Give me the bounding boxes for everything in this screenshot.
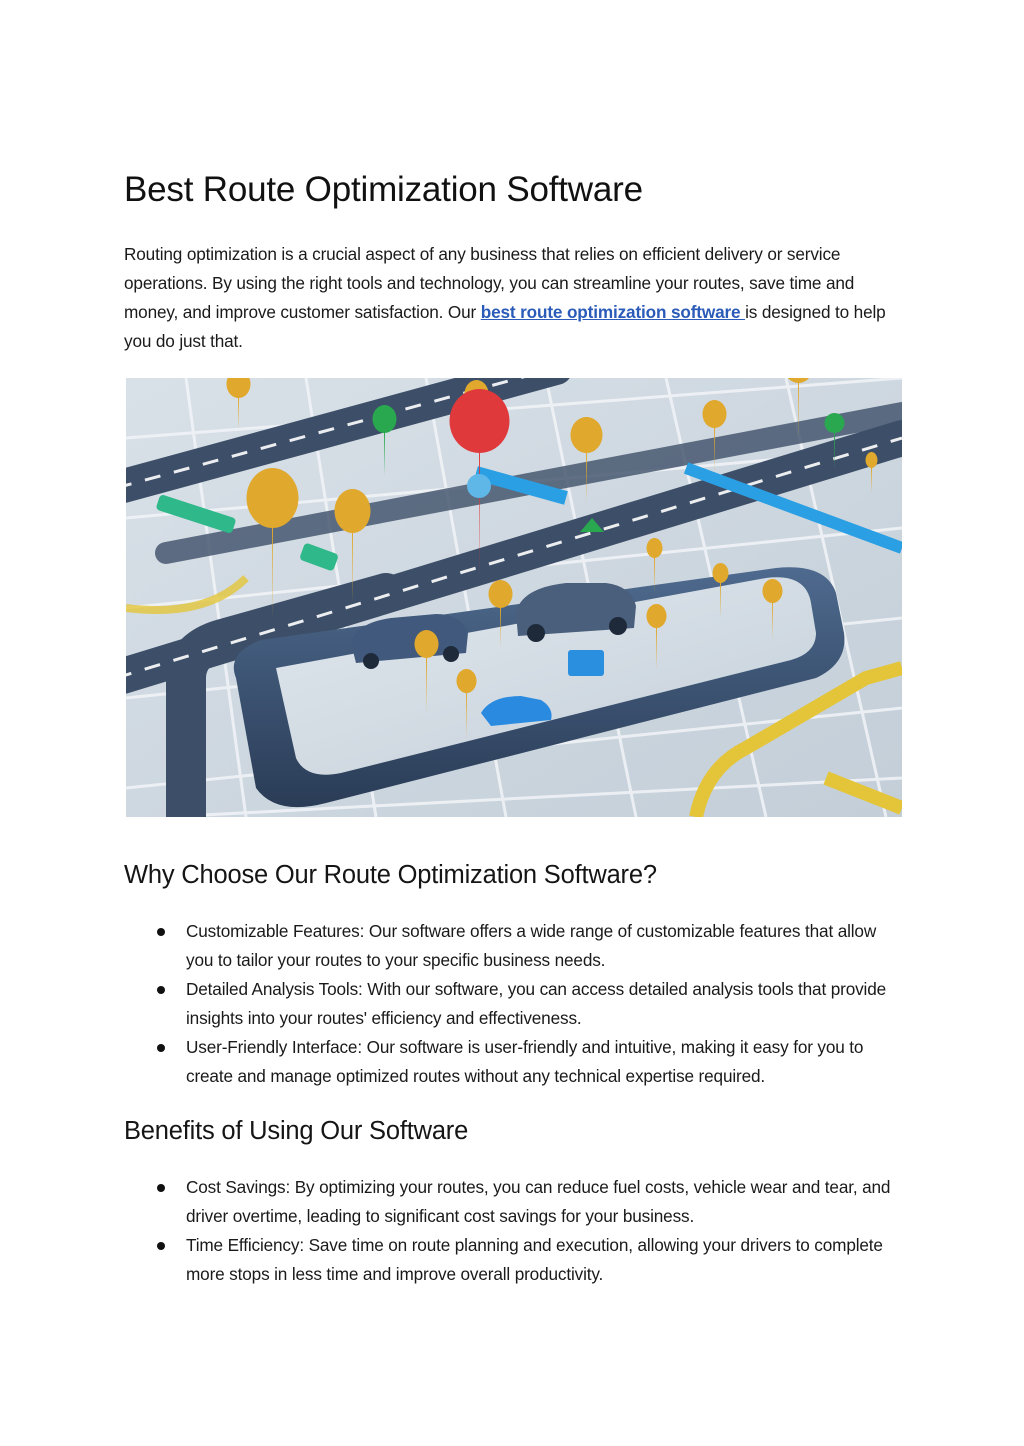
- hero-image: [126, 378, 902, 817]
- list-item: [124, 1173, 904, 1231]
- intro-text-before-link: Routing optimization is a crucial aspect of any business that relies on efficient delivery or service operations. By using the right tools and technology, you can streamline your routes, save time and money, and improve customer satisfaction. Our: [124, 244, 855, 322]
- bullet-icon: [157, 1242, 165, 1250]
- list-item-text: Detailed Analysis Tools: With our software, you can access detailed analysis tools that provide insights into your routes' efficiency and effectiveness.: [186, 979, 887, 1028]
- section-heading-benefits: Benefits of Using Our Software: [124, 1117, 469, 1145]
- bullet-icon: [157, 928, 165, 936]
- bullet-icon: [157, 1044, 165, 1052]
- section-heading-why-choose: Why Choose Our Route Optimization Software?: [124, 861, 657, 889]
- intro-text-after-link: is designed to help you do just that.: [124, 302, 886, 351]
- why-choose-list: [124, 917, 904, 1091]
- list-item: [124, 975, 904, 1033]
- list-item: [124, 1033, 904, 1091]
- list-item-text: User-Friendly Interface: Our software is user-friendly and intuitive, making it easy for you to create and manage optimized routes without any technical expertise required.: [186, 1037, 864, 1086]
- benefits-list: [124, 1173, 904, 1289]
- list-item-text: Time Efficiency: Save time on route planning and execution, allowing your drivers to complete more stops in less time and improve overall productivity.: [186, 1235, 883, 1284]
- page-title: Best Route Optimization Software: [124, 170, 643, 209]
- list-item: [124, 917, 904, 975]
- list-item-text: Customizable Features: Our software offers a wide range of customizable features that allow you to tailor your routes to your specific business needs.: [186, 921, 877, 970]
- bullet-icon: [157, 1184, 165, 1192]
- bullet-icon: [157, 986, 165, 994]
- best-route-optimization-link[interactable]: best route optimization software: [480, 302, 746, 322]
- intro-paragraph: [124, 240, 894, 356]
- list-item-text: Cost Savings: By optimizing your routes, you can reduce fuel costs, vehicle wear and tear, and driver overtime, leading to significant cost savings for your business.: [186, 1177, 891, 1226]
- list-item: [124, 1231, 904, 1289]
